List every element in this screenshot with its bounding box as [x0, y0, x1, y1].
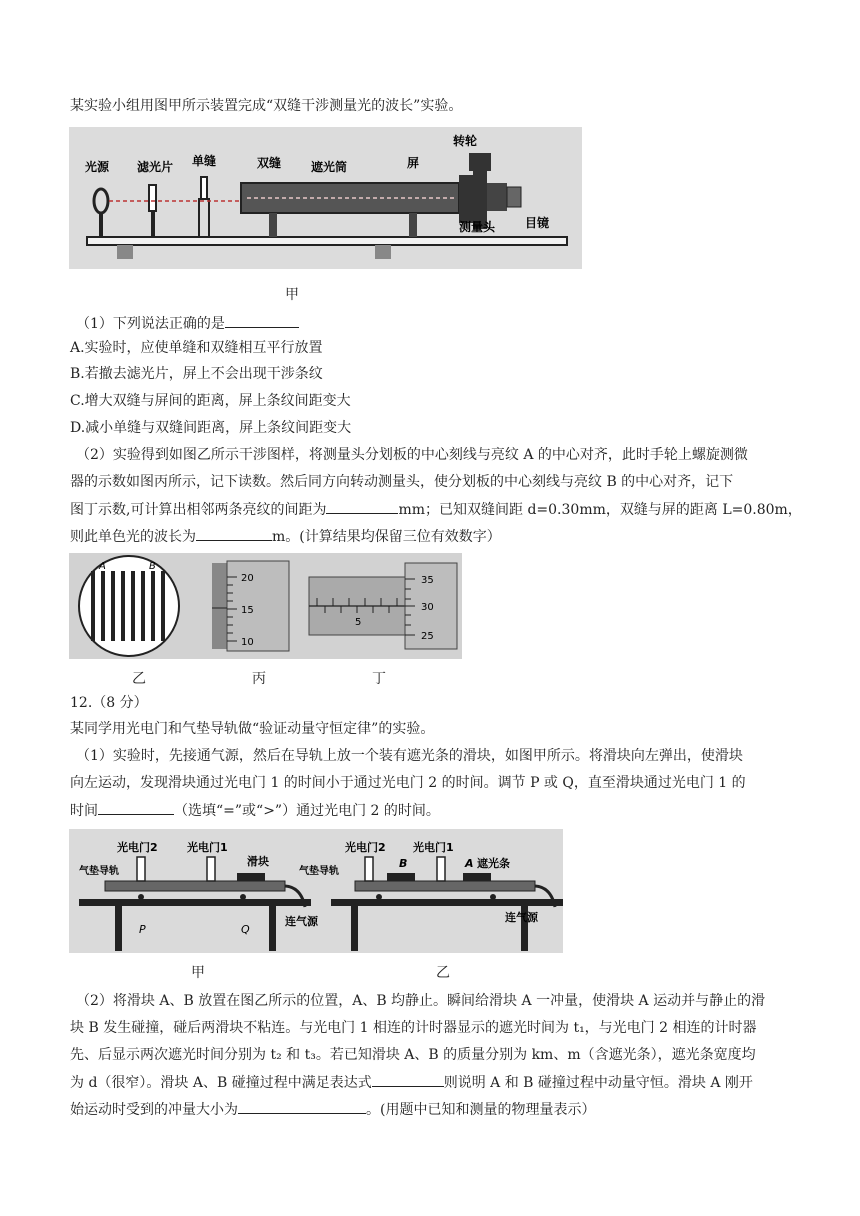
label-double-slit: 双缝	[257, 156, 282, 170]
left-label-gate1: 光电门1	[187, 841, 228, 854]
p12-q2-line3: 先、后显示两次遮光时间分别为 t₂ 和 t₃。若已知滑块 A、B 的质量分别为 km、m（含遮光条），遮光条宽度均	[70, 1047, 756, 1063]
figure-apparatus	[69, 127, 582, 269]
answer-blank-time-compare[interactable]	[98, 800, 174, 815]
option-d: D.减小单缝与双缝间距离，屏上条纹间距变大	[70, 420, 352, 436]
p12-q2-line1: （2）将滑块 A、B 放置在图乙所示的位置，A、B 均静止。瞬间给滑块 A 一冲量，使滑块 A 运动并与静止的滑	[76, 993, 766, 1009]
intro-text: 某实验小组用图甲所示装置完成“双缝干涉测量光的波长”实验。	[70, 98, 463, 114]
problem-12-header: 12.（8 分）	[70, 695, 148, 711]
label-screen: 屏	[407, 156, 420, 170]
right-label-air: 连气源	[505, 911, 538, 924]
right-label-gate2: 光电门2	[345, 841, 386, 854]
q2-line2: 器的示数如图丙所示，记下读数。然后同方向转动测量头，使分划板的中心刻线与亮纹 B 的中心对齐，记下	[70, 474, 734, 490]
bing-tick-15: 15	[241, 605, 254, 616]
q2-line3: 图丁示数,可计算出相邻两条亮纹的间距为 mm；已知双缝间距 d=0.30mm，双缝与屏的距离 L=0.80m，	[70, 499, 802, 520]
fringe-label-a: A	[99, 561, 106, 572]
figure-fringes-micrometer	[69, 553, 462, 659]
q2-line4: 则此单色光的波长为 m。(计算结果均保留三位有效数字）	[70, 526, 501, 547]
figure-caption-bing: 丙	[252, 671, 266, 687]
answer-blank-expression[interactable]	[372, 1072, 444, 1087]
q1-stem: （1）下列说法正确的是	[76, 313, 299, 334]
right-label-strip: 遮光条	[477, 857, 510, 870]
fringe-label-b: B	[149, 561, 156, 572]
p12-q1-line1: （1）实验时，先接通气源，然后在导轨上放一个装有遮光条的滑块，如图甲所示。将滑块向左弹出，使滑块	[76, 748, 743, 764]
label-eyepiece: 目镜	[525, 216, 550, 230]
p12-q2-line5: 始运动时受到的冲量大小为 。(用题中已知和测量的物理量表示）	[70, 1099, 595, 1120]
left-label-slider: 滑块	[247, 855, 269, 868]
left-label-rail: 气垫导轨	[79, 866, 119, 877]
ding-tick-25: 25	[421, 631, 434, 642]
answer-blank-wavelength[interactable]	[196, 526, 272, 541]
figure-caption-air-yi: 乙	[436, 965, 450, 981]
label-wheel: 转轮	[453, 134, 478, 148]
p12-q2-line2: 块 B 发生碰撞，碰后两滑块不粘连。与光电门 1 相连的计时器显示的遮光时间为 t₁，与光电门 2 相连的计时器	[70, 1020, 757, 1036]
p12-q1-line2: 向左运动，发现滑块通过光电门 1 的时间小于通过光电门 2 的时间。调节 P 或 Q，直至滑块通过光电门 1 的	[70, 775, 746, 791]
right-label-rail: 气垫导轨	[299, 866, 339, 877]
ding-main-5: 5	[355, 617, 362, 628]
right-label-a: A	[465, 857, 474, 870]
figure-caption-ding: 丁	[372, 671, 386, 687]
figure-caption-air-jia: 甲	[191, 965, 205, 981]
answer-blank-impulse[interactable]	[238, 1099, 366, 1114]
figure-caption-jia: 甲	[285, 287, 299, 303]
problem-12-intro: 某同学用光电门和气垫导轨做“验证动量守恒定律”的实验。	[70, 721, 435, 737]
right-label-gate1: 光电门1	[413, 841, 454, 854]
answer-blank-q1[interactable]	[225, 313, 299, 328]
left-label-q: Q	[241, 923, 250, 936]
figure-air-track	[69, 829, 563, 953]
label-filter: 滤光片	[137, 160, 174, 174]
q2-line1: （2）实验得到如图乙所示干涉图样，将测量头分划板的中心刻线与亮纹 A 的中心对齐，此时手轮上螺旋测微	[76, 447, 748, 463]
p12-q1-line3: 时间 （选填“=”或“>”）通过光电门 2 的时间。	[70, 800, 440, 821]
option-b: B.若撤去滤光片，屏上不会出现干涉条纹	[70, 366, 323, 382]
figure-caption-yi: 乙	[132, 671, 146, 687]
label-light-source: 光源	[85, 160, 110, 174]
left-label-p: P	[139, 923, 146, 936]
bing-tick-20: 20	[241, 573, 254, 584]
left-label-air: 连气源	[285, 915, 318, 928]
right-label-b: B	[399, 857, 408, 870]
option-c: C.增大双缝与屏间的距离，屏上条纹间距变大	[70, 393, 351, 409]
label-tube: 遮光筒	[311, 160, 348, 174]
ding-tick-30: 30	[421, 602, 434, 613]
label-single-slit: 单缝	[192, 154, 217, 168]
bing-tick-10: 10	[241, 637, 254, 648]
left-label-gate2: 光电门2	[117, 841, 158, 854]
answer-blank-spacing[interactable]	[326, 499, 398, 514]
option-a: A.实验时，应使单缝和双缝相互平行放置	[70, 340, 323, 356]
ding-tick-35: 35	[421, 575, 434, 586]
p12-q2-line4: 为 d（很窄）。滑块 A、B 碰撞过程中满足表达式 则说明 A 和 B 碰撞过程中动量守恒。滑块 A 刚开	[70, 1072, 753, 1093]
label-measure-head: 测量头	[459, 220, 496, 234]
